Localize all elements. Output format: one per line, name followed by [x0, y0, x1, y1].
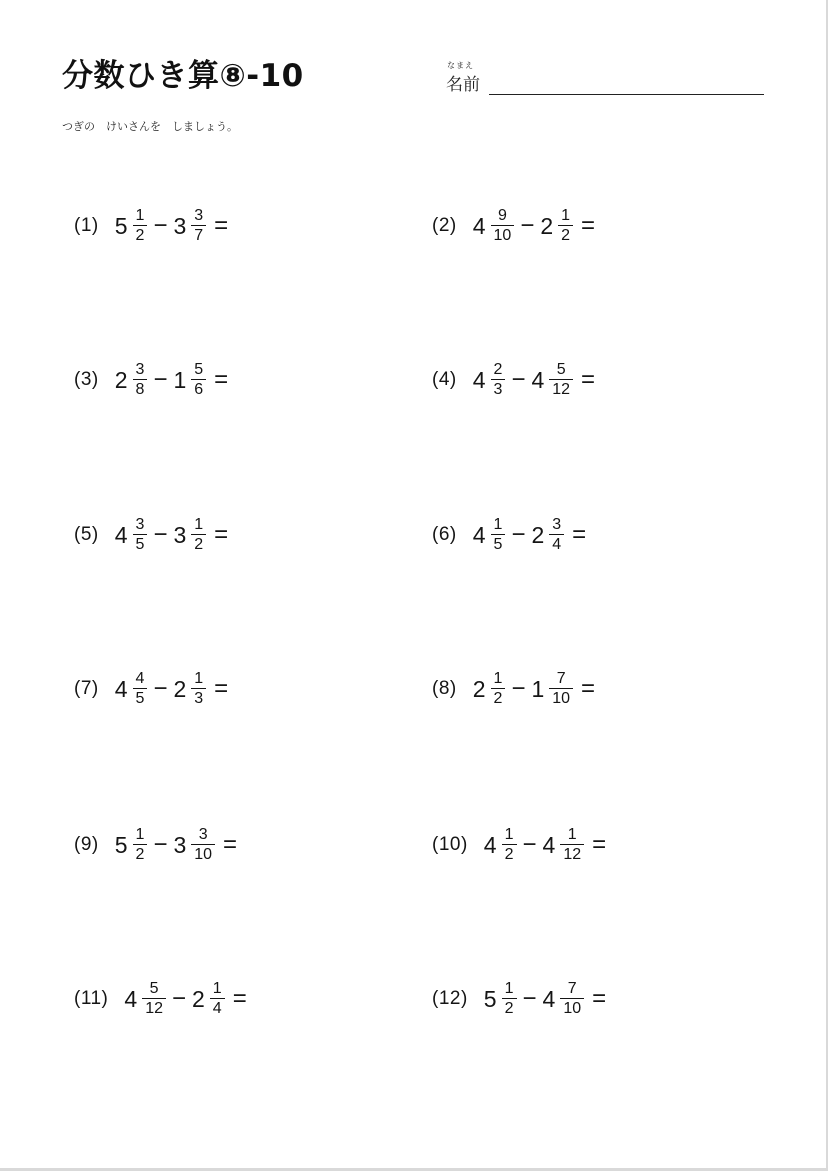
problem-2 [432, 201, 595, 251]
numerator: 1 [135, 206, 145, 224]
minuend-whole: 2 [114, 366, 128, 393]
minuend-fraction [491, 517, 506, 554]
denominator: 10 [552, 690, 571, 708]
minus-sign: − [520, 212, 535, 239]
name-ruby: なまえ [447, 61, 474, 70]
numerator: 1 [135, 825, 145, 843]
subtrahend-whole: 4 [542, 831, 556, 858]
problem-6 [432, 510, 586, 560]
subtrahend-fraction [560, 827, 584, 864]
subtrahend-whole: 3 [173, 521, 187, 548]
problem-12 [432, 974, 606, 1024]
name-label: 名前 [446, 75, 480, 95]
numerator: 5 [149, 979, 159, 997]
numerator: 1 [212, 979, 222, 997]
problem-number: (11) [74, 988, 109, 1009]
minus-sign: − [511, 366, 526, 393]
minus-sign: − [153, 675, 168, 702]
equals-sign: = [581, 212, 596, 239]
denominator: 12 [552, 381, 571, 399]
subtrahend-whole: 2 [192, 985, 205, 1012]
name-field [446, 60, 766, 100]
problem-7 [74, 664, 228, 714]
problem-number: (12) [432, 988, 468, 1009]
numerator: 7 [556, 669, 566, 687]
subtrahend-whole: 1 [531, 675, 545, 702]
denominator: 7 [194, 227, 204, 245]
minus-sign: − [511, 521, 526, 548]
equals-sign: = [572, 521, 587, 548]
denominator: 6 [194, 381, 204, 399]
equals-sign: = [214, 212, 229, 239]
subtrahend-fraction [549, 671, 573, 708]
problem-1 [74, 201, 228, 251]
equals-sign: = [214, 675, 229, 702]
denominator: 10 [493, 227, 512, 245]
denominator: 2 [561, 227, 571, 245]
minuend-whole: 4 [483, 831, 497, 858]
subtrahend-whole: 2 [540, 212, 554, 239]
minuend-fraction [133, 827, 148, 864]
minus-sign: − [153, 831, 168, 858]
subtrahend-fraction [549, 362, 573, 399]
minuend-fraction [491, 362, 506, 399]
subtrahend-whole: 3 [173, 831, 187, 858]
denominator: 2 [504, 846, 514, 864]
problem-number: (7) [74, 678, 99, 699]
denominator: 10 [563, 1000, 582, 1018]
denominator: 4 [552, 536, 562, 554]
minuend-whole: 5 [114, 831, 128, 858]
minuend-whole: 5 [483, 985, 497, 1012]
problem-number: (10) [432, 834, 468, 855]
subtrahend-fraction [191, 827, 215, 864]
minuend-whole: 5 [114, 212, 128, 239]
denominator: 2 [135, 227, 145, 245]
numerator: 7 [567, 979, 577, 997]
minuend-fraction [502, 827, 517, 864]
minuend-fraction [142, 981, 166, 1018]
instructions: つぎの けいさんを しましょう。 [62, 120, 238, 133]
minuend-whole: 4 [114, 521, 128, 548]
subtrahend-fraction [210, 981, 225, 1018]
denominator: 10 [194, 846, 213, 864]
denominator: 2 [493, 690, 503, 708]
problem-number: (4) [432, 369, 457, 390]
problem-number: (5) [74, 524, 99, 545]
denominator: 3 [493, 381, 503, 399]
numerator: 1 [504, 825, 514, 843]
minus-sign: − [171, 985, 186, 1012]
numerator: 3 [198, 825, 208, 843]
problem-11 [74, 974, 247, 1024]
minuend-fraction [133, 671, 148, 708]
numerator: 3 [135, 360, 145, 378]
numerator: 3 [194, 206, 204, 224]
minuend-fraction [491, 208, 515, 245]
denominator: 4 [212, 1000, 222, 1018]
subtrahend-whole: 4 [542, 985, 556, 1012]
denominator: 3 [194, 690, 204, 708]
subtrahend-fraction [191, 208, 206, 245]
numerator: 5 [194, 360, 204, 378]
problem-8 [432, 664, 595, 714]
subtrahend-fraction [191, 517, 206, 554]
equals-sign: = [592, 985, 607, 1012]
minuend-whole: 4 [472, 212, 486, 239]
problem-number: (6) [432, 524, 457, 545]
name-write-line[interactable] [489, 94, 764, 95]
subtrahend-fraction [191, 671, 206, 708]
numerator: 1 [561, 206, 571, 224]
subtrahend-whole: 2 [173, 675, 187, 702]
numerator: 1 [194, 669, 204, 687]
problem-number: (1) [74, 215, 99, 236]
minus-sign: − [153, 212, 168, 239]
numerator: 1 [493, 669, 503, 687]
denominator: 5 [135, 536, 145, 554]
minuend-whole: 4 [472, 521, 486, 548]
denominator: 8 [135, 381, 145, 399]
problem-3 [74, 355, 228, 405]
problem-4 [432, 355, 595, 405]
minus-sign: − [153, 366, 168, 393]
problem-9 [74, 820, 237, 870]
subtrahend-fraction [558, 208, 573, 245]
problem-5 [74, 510, 228, 560]
minuend-whole: 4 [124, 985, 138, 1012]
problem-number: (3) [74, 369, 99, 390]
minus-sign: − [522, 985, 537, 1012]
numerator: 1 [493, 515, 503, 533]
minuend-whole: 4 [472, 366, 486, 393]
equals-sign: = [214, 521, 229, 548]
numerator: 9 [497, 206, 507, 224]
denominator: 5 [135, 690, 145, 708]
minus-sign: − [522, 831, 537, 858]
denominator: 12 [145, 1000, 163, 1018]
equals-sign: = [232, 985, 247, 1012]
problem-number: (9) [74, 834, 99, 855]
problem-number: (8) [432, 678, 457, 699]
denominator: 12 [563, 846, 582, 864]
minus-sign: − [153, 521, 168, 548]
numerator: 5 [556, 360, 566, 378]
equals-sign: = [592, 831, 607, 858]
minuend-whole: 4 [114, 675, 128, 702]
numerator: 1 [504, 979, 514, 997]
problem-10 [432, 820, 606, 870]
subtrahend-whole: 2 [531, 521, 545, 548]
equals-sign: = [581, 366, 596, 393]
denominator: 2 [135, 846, 145, 864]
numerator: 1 [194, 515, 204, 533]
minuend-whole: 2 [472, 675, 486, 702]
subtrahend-fraction [560, 981, 584, 1018]
equals-sign: = [581, 675, 596, 702]
page-title: 分数ひき算⑧-10 [62, 58, 304, 94]
minuend-fraction [502, 981, 517, 1018]
numerator: 3 [135, 515, 145, 533]
denominator: 2 [504, 1000, 514, 1018]
numerator: 4 [135, 669, 145, 687]
problem-number: (2) [432, 215, 457, 236]
numerator: 2 [493, 360, 503, 378]
denominator: 2 [194, 536, 204, 554]
subtrahend-whole: 1 [173, 366, 187, 393]
numerator: 1 [567, 825, 577, 843]
minuend-fraction [133, 517, 148, 554]
equals-sign: = [214, 366, 229, 393]
denominator: 5 [493, 536, 503, 554]
minuend-fraction [133, 208, 148, 245]
minus-sign: − [511, 675, 526, 702]
minuend-fraction [133, 362, 148, 399]
subtrahend-whole: 3 [173, 212, 187, 239]
subtrahend-fraction [549, 517, 564, 554]
equals-sign: = [223, 831, 238, 858]
subtrahend-fraction [191, 362, 206, 399]
numerator: 3 [552, 515, 562, 533]
subtrahend-whole: 4 [531, 366, 545, 393]
minuend-fraction [491, 671, 506, 708]
